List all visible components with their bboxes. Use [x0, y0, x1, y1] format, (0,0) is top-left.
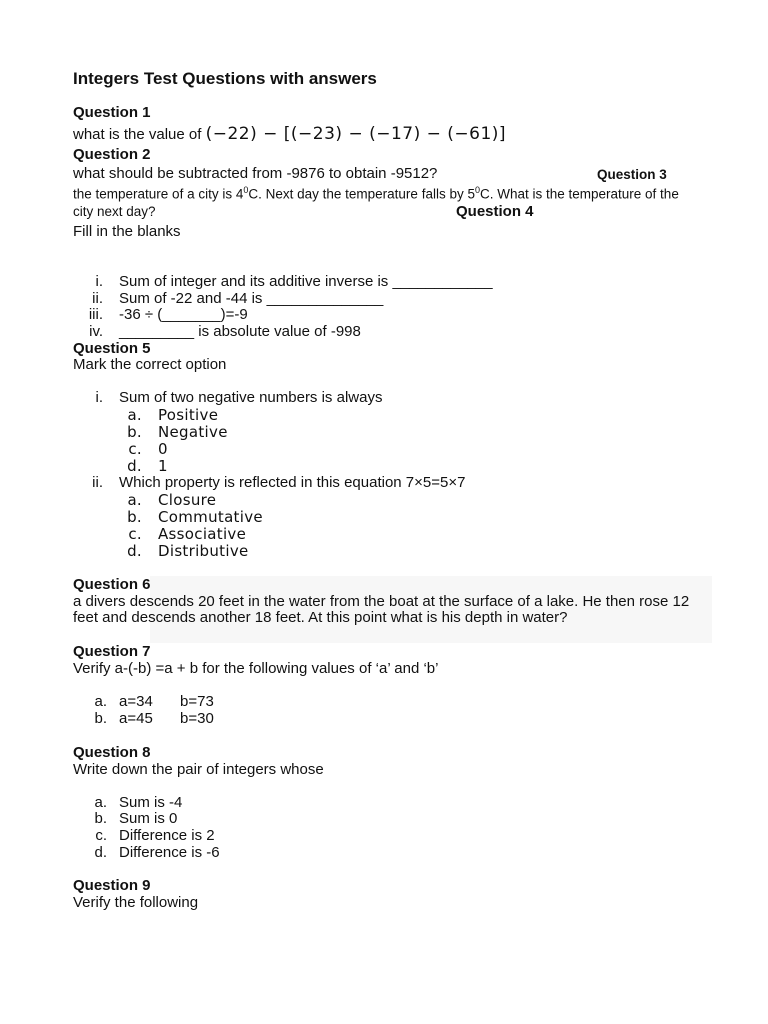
- option-text: Commutative: [158, 508, 263, 526]
- list-text: Sum of integer and its additive inverse is ____________: [119, 273, 493, 290]
- list-number: i.: [95, 273, 103, 290]
- option-text: Associative: [158, 525, 247, 543]
- question-9-heading: Question 9: [73, 877, 151, 894]
- option-letter: b.: [127, 423, 142, 441]
- question-6-line-1: a divers descends 20 feet in the water from the boat at the surface of a lake. He then rose 12: [73, 593, 690, 610]
- list-number: iii.: [88, 306, 103, 323]
- option-item: [120, 525, 246, 543]
- list-letter: a.: [94, 693, 107, 710]
- question-6-heading: Question 6: [73, 576, 151, 593]
- question-7-heading: Question 7: [73, 643, 151, 660]
- option-letter: a.: [127, 491, 142, 509]
- option-letter: d.: [127, 542, 142, 560]
- question-9-intro: Verify the following: [73, 894, 199, 911]
- list-letter: b.: [94, 810, 107, 827]
- question-6-line-2: feet and descends another 18 feet. At this point what is his depth in water?: [73, 609, 568, 626]
- question-8-intro: Write down the pair of integers whose: [73, 761, 324, 778]
- list-text: Difference is 2: [119, 827, 215, 844]
- option-letter: c.: [128, 525, 142, 543]
- question-3-degree-1: 0: [243, 185, 249, 195]
- option-letter: b.: [127, 508, 142, 526]
- question-1-text: [73, 124, 506, 144]
- list-letter: b.: [94, 710, 107, 727]
- list-text: Which property is reflected in this equation 7×5=5×7: [119, 474, 466, 491]
- option-letter: d.: [127, 457, 142, 475]
- list-text: Sum of -22 and -44 is ______________: [119, 290, 384, 307]
- list-item: [73, 794, 182, 811]
- value-b: b=73: [180, 693, 214, 710]
- question-1-heading: Question 1: [73, 104, 151, 121]
- option-text: 0: [158, 440, 168, 458]
- option-text: Positive: [158, 406, 219, 424]
- value-b: b=30: [180, 710, 214, 727]
- list-item: [73, 710, 214, 727]
- list-number: ii.: [92, 290, 103, 307]
- list-item: [73, 844, 220, 861]
- option-item: [120, 423, 228, 441]
- question-5-intro: Mark the correct option: [73, 356, 227, 373]
- list-text: Sum is 0: [119, 810, 178, 827]
- page-title: Integers Test Questions with answers: [73, 69, 377, 88]
- question-8-heading: Question 8: [73, 744, 151, 761]
- question-3-degree-2: 0: [474, 185, 480, 195]
- list-text: Sum of two negative numbers is always: [119, 389, 383, 406]
- question-2-heading: Question 2: [73, 146, 151, 163]
- list-item: [73, 474, 465, 491]
- list-item: [73, 290, 383, 307]
- list-item: [73, 389, 382, 406]
- option-text: 1: [158, 457, 168, 475]
- list-letter: c.: [95, 827, 107, 844]
- option-text: Distributive: [158, 542, 249, 560]
- list-letter: d.: [94, 844, 107, 861]
- list-text: _________ is absolute value of -998: [119, 323, 361, 340]
- question-3-line-2: city next day?: [73, 204, 156, 219]
- option-item: [120, 491, 216, 509]
- list-text: -36 ÷ (_______)=-9: [119, 306, 248, 323]
- option-item: [120, 508, 263, 526]
- list-item: [73, 810, 177, 827]
- list-item: [73, 306, 248, 323]
- question-1-prompt: what is the value of: [73, 126, 206, 143]
- list-item: [73, 693, 214, 710]
- question-3-text-b: C. Next day the temperature falls by 5: [248, 186, 475, 202]
- option-item: [120, 542, 249, 560]
- list-number: i.: [95, 389, 103, 406]
- option-letter: c.: [128, 440, 142, 458]
- list-item: [73, 323, 361, 340]
- question-3-line-1: [73, 185, 679, 202]
- list-item: [73, 827, 215, 844]
- option-text: Negative: [158, 423, 228, 441]
- list-text: Difference is -6: [119, 844, 220, 861]
- list-text: Sum is -4: [119, 794, 183, 811]
- list-number: ii.: [92, 474, 103, 491]
- option-text: Closure: [158, 491, 217, 509]
- question-5-heading: Question 5: [73, 340, 151, 357]
- list-number: iv.: [89, 323, 103, 340]
- list-letter: a.: [94, 794, 107, 811]
- question-4-heading: Question 4: [456, 203, 534, 220]
- question-2-text: what should be subtracted from -9876 to obtain -9512?: [73, 165, 438, 182]
- value-a: a=34: [119, 693, 153, 710]
- value-a: a=45: [119, 710, 153, 727]
- question-3-text-a: the temperature of a city is 4: [73, 186, 244, 202]
- question-3-heading: Question 3: [597, 167, 667, 182]
- list-item: [73, 273, 493, 290]
- question-7-intro: Verify a-(-b) =a + b for the following values of ‘a’ and ‘b’: [73, 660, 439, 677]
- option-item: [120, 457, 168, 475]
- question-3-text-c: C. What is the temperature of the: [479, 186, 679, 202]
- question-1-expression: (−22) − [(−23) − (−17) − (−61)]: [205, 124, 507, 144]
- question-4-intro: Fill in the blanks: [73, 223, 181, 240]
- option-item: [120, 406, 218, 424]
- option-item: [120, 440, 168, 458]
- option-letter: a.: [127, 406, 142, 424]
